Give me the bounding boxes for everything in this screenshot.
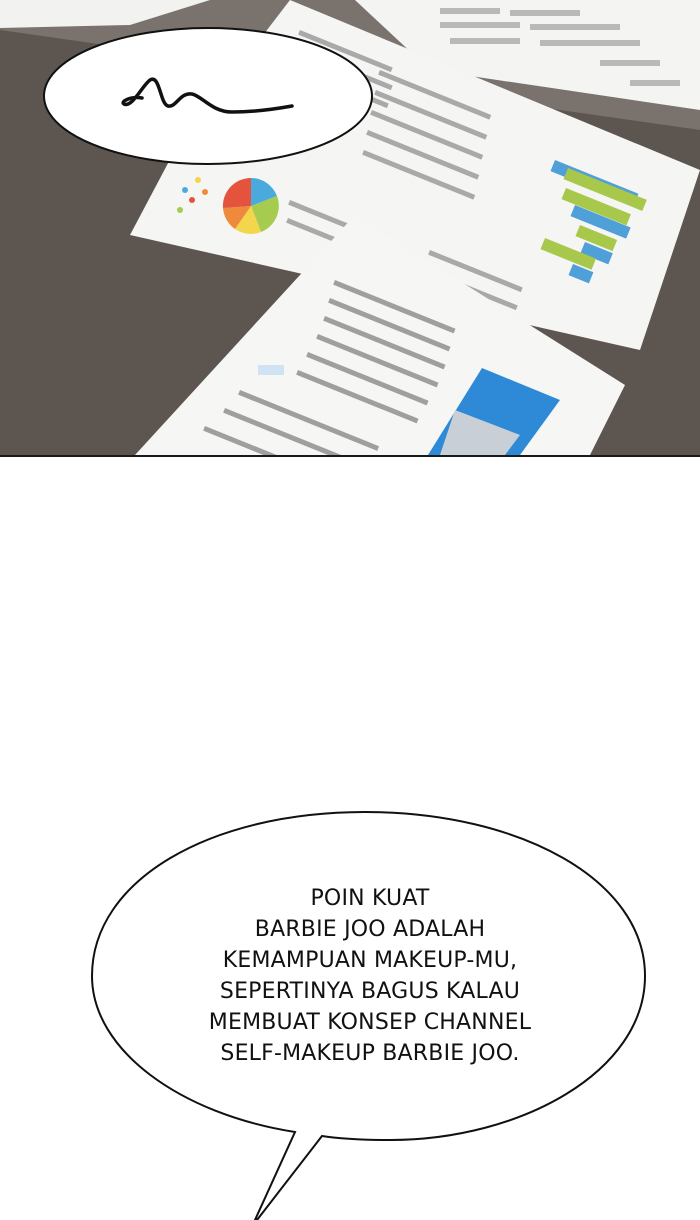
speech-text <box>150 883 590 1069</box>
comic-panel-desk <box>0 0 700 457</box>
speech-line: SEPERTINYA BAGUS KALAU <box>219 979 521 1004</box>
front-paper-highlight <box>258 365 284 375</box>
speech-line: MEMBUAT KONSEP CHANNEL <box>208 1010 532 1035</box>
speech-bubble-small <box>42 22 382 172</box>
speech-line: SELF-MAKEUP BARBIE JOO. <box>220 1041 520 1066</box>
pie-chart <box>223 178 279 234</box>
speech-line: KEMAMPUAN MAKEUP-MU, <box>222 948 518 973</box>
speech-line: POIN KUAT <box>310 886 430 911</box>
speech-line: BARBIE JOO ADALAH <box>254 917 486 942</box>
